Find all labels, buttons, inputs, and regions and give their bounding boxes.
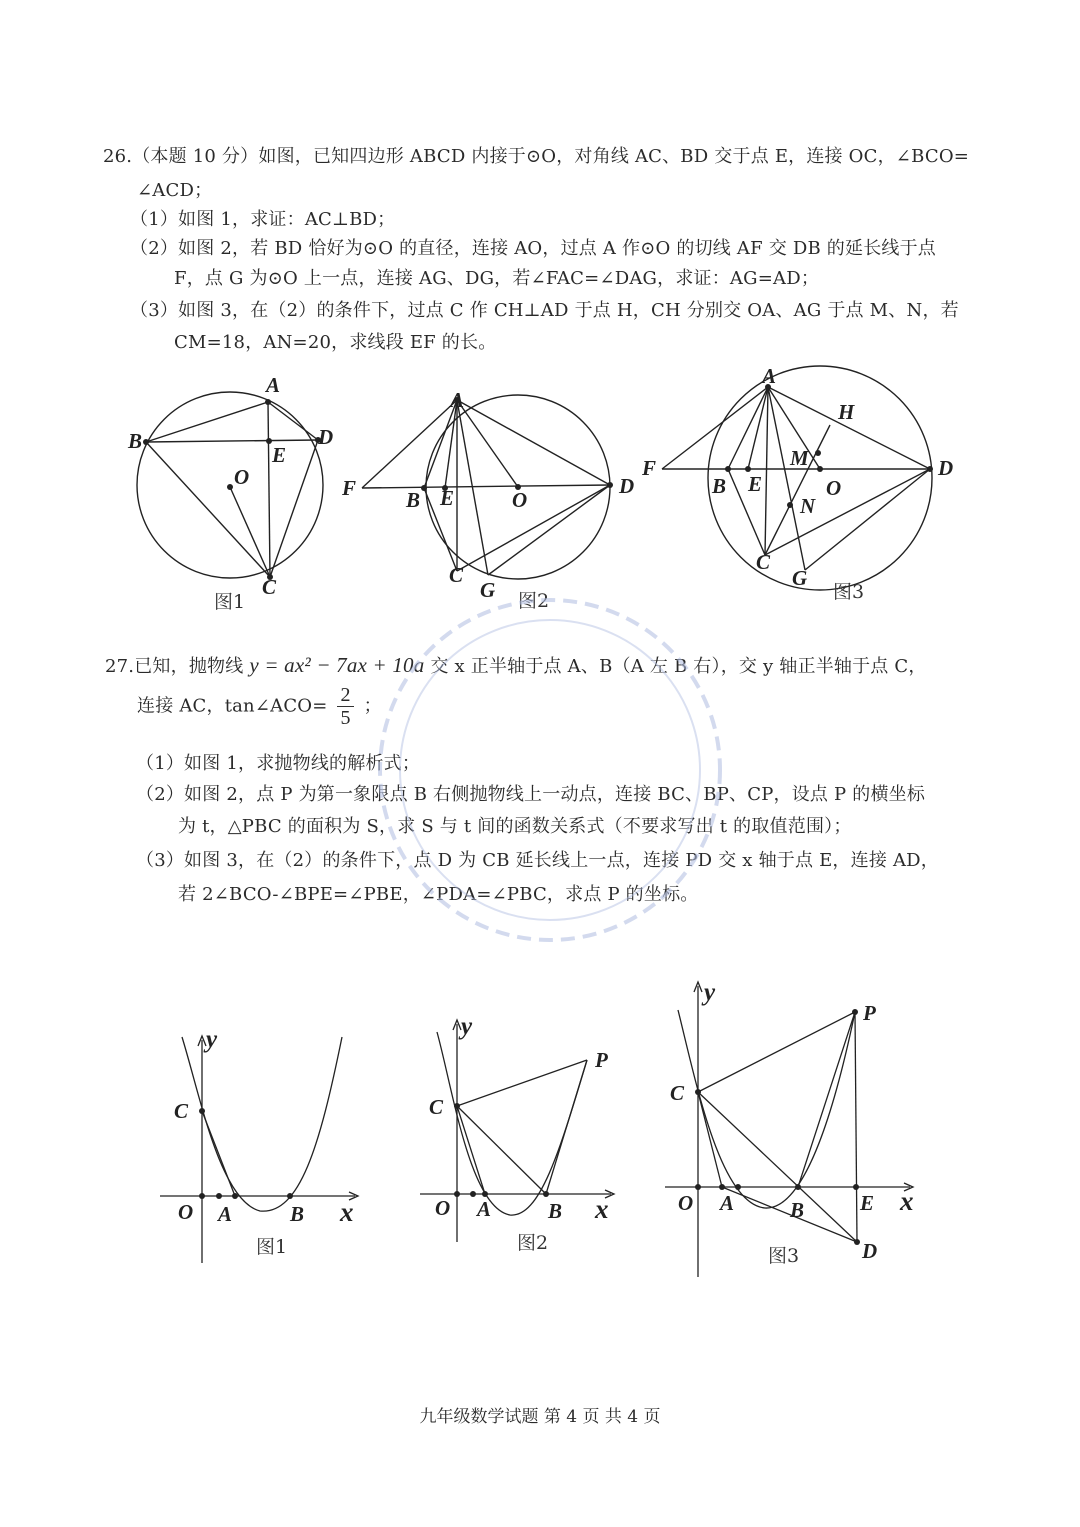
label-N: N: [800, 494, 816, 518]
fig-caption: 图2: [517, 1232, 549, 1254]
label-x: x: [595, 1194, 609, 1224]
label-y: y: [461, 1013, 473, 1040]
label-E: E: [860, 1191, 875, 1215]
label-y: y: [704, 979, 716, 1006]
label-x: x: [900, 1186, 914, 1216]
q27-formula: y = ax² − 7ax + 10a: [249, 653, 425, 677]
q26-line1: 26.（本题 10 分）如图，已知四边形 ABCD 内接于⊙O，对角线 AC、BD 交于点 E，连接 OC，∠BCO=: [103, 146, 970, 167]
label-B: B: [548, 1199, 563, 1223]
label-D: D: [938, 456, 954, 480]
label-H: H: [838, 400, 855, 424]
label-A: A: [218, 1202, 233, 1226]
label-C: C: [174, 1099, 189, 1123]
label-O: O: [435, 1196, 451, 1220]
label-O: O: [678, 1191, 694, 1215]
q26-part3a: （3）如图 3，在（2）的条件下，过点 C 作 CH⊥AD 于点 H，CH 分别交 OA、AG 于点 M、N，若: [130, 300, 959, 321]
q26-part1: （1）如图 1，求证：AC⊥BD；: [130, 209, 396, 230]
q27-intro-pre: 27.已知，抛物线: [105, 656, 244, 677]
fraction-denominator: 5: [340, 707, 351, 729]
label-E: E: [748, 472, 763, 496]
q26-part2b: F，点 G 为⊙O 上一点，连接 AG、DG，若∠FAC=∠DAG，求证：AG=AD；: [174, 268, 820, 289]
label-B: B: [290, 1202, 305, 1226]
fig-caption: 图3: [768, 1245, 800, 1267]
q27-line2: [137, 684, 382, 729]
fig-caption: 图3: [833, 581, 865, 603]
q26-part2a: （2）如图 2，若 BD 恰好为⊙O 的直径，连接 AO，过点 A 作⊙O 的切线 AF 交 DB 的延长线于点: [130, 238, 937, 259]
label-y: y: [206, 1026, 218, 1053]
label-C: C: [449, 563, 464, 587]
label-C: C: [670, 1081, 685, 1105]
label-E: E: [440, 486, 455, 510]
label-B: B: [712, 474, 727, 498]
label-D: D: [619, 474, 635, 498]
q26-figure-3: [640, 365, 970, 610]
tan-fraction: [337, 684, 353, 729]
q27-part3b: 若 2∠BCO-∠BPE=∠PBE，∠PDA=∠PBC，求点 P 的坐标。: [178, 884, 699, 905]
q27-part1: （1）如图 1，求抛物线的解析式；: [136, 753, 421, 774]
label-M: M: [790, 446, 809, 470]
label-O: O: [178, 1200, 194, 1224]
q27-line2-post: ；: [363, 695, 382, 717]
label-B: B: [790, 1198, 805, 1222]
fraction-numerator: 2: [337, 684, 353, 707]
q27-part3a: （3）如图 3，在（2）的条件下，点 D 为 CB 延长线上一点，连接 PD 交 x 轴于点 E，连接 AD，: [136, 850, 939, 871]
label-O: O: [826, 476, 842, 500]
label-O: O: [234, 465, 250, 489]
q26-figure-1: [120, 370, 350, 620]
decorative-stamp: [370, 590, 730, 950]
q27-line2-pre: 连接 AC，tan∠ACO=: [137, 695, 328, 717]
q26-line2: ∠ACD；: [137, 180, 213, 201]
label-A: A: [450, 388, 465, 412]
label-A: A: [477, 1197, 492, 1221]
q27-part2a: （2）如图 2，点 P 为第一象限点 B 右侧抛物线上一动点，连接 BC、BP、CP，设点 P 的横坐标: [136, 784, 926, 805]
label-C: C: [756, 550, 771, 574]
q27-part2b: 为 t，△PBC 的面积为 S，求 S 与 t 间的函数关系式（不要求写出 t 的取值范围）；: [178, 816, 852, 837]
q27-figure-2: [415, 1010, 630, 1254]
label-A: A: [762, 364, 777, 388]
label-A: A: [720, 1191, 735, 1215]
label-E: E: [272, 443, 287, 467]
label-O: O: [512, 488, 528, 512]
label-P: P: [863, 1001, 876, 1025]
fig-caption: 图1: [256, 1236, 288, 1258]
q26-part3b: CM=18，AN=20，求线段 EF 的长。: [174, 332, 497, 353]
label-G: G: [480, 578, 496, 602]
label-C: C: [262, 575, 277, 599]
label-B: B: [128, 429, 143, 453]
q26-figure-2: [340, 385, 640, 615]
label-x: x: [340, 1197, 354, 1227]
q27-intro-post: 交 x 正半轴于点 A、B（A 左 B 右），交 y 轴正半轴于点 C，: [430, 656, 927, 677]
label-C: C: [429, 1095, 444, 1119]
fig-caption: 图2: [518, 590, 550, 612]
label-F: F: [342, 476, 357, 500]
fig-caption: 图1: [214, 591, 246, 613]
page-footer: 九年级数学试题 第 4 页 共 4 页: [419, 1407, 661, 1427]
label-G: G: [792, 566, 808, 590]
label-B: B: [406, 488, 421, 512]
label-P: P: [595, 1048, 608, 1072]
q27-figure-1: [160, 1025, 370, 1275]
q27-figure-3: [660, 972, 930, 1272]
label-D: D: [318, 425, 334, 449]
label-F: F: [642, 456, 657, 480]
label-A: A: [266, 373, 281, 397]
label-D: D: [862, 1239, 878, 1263]
